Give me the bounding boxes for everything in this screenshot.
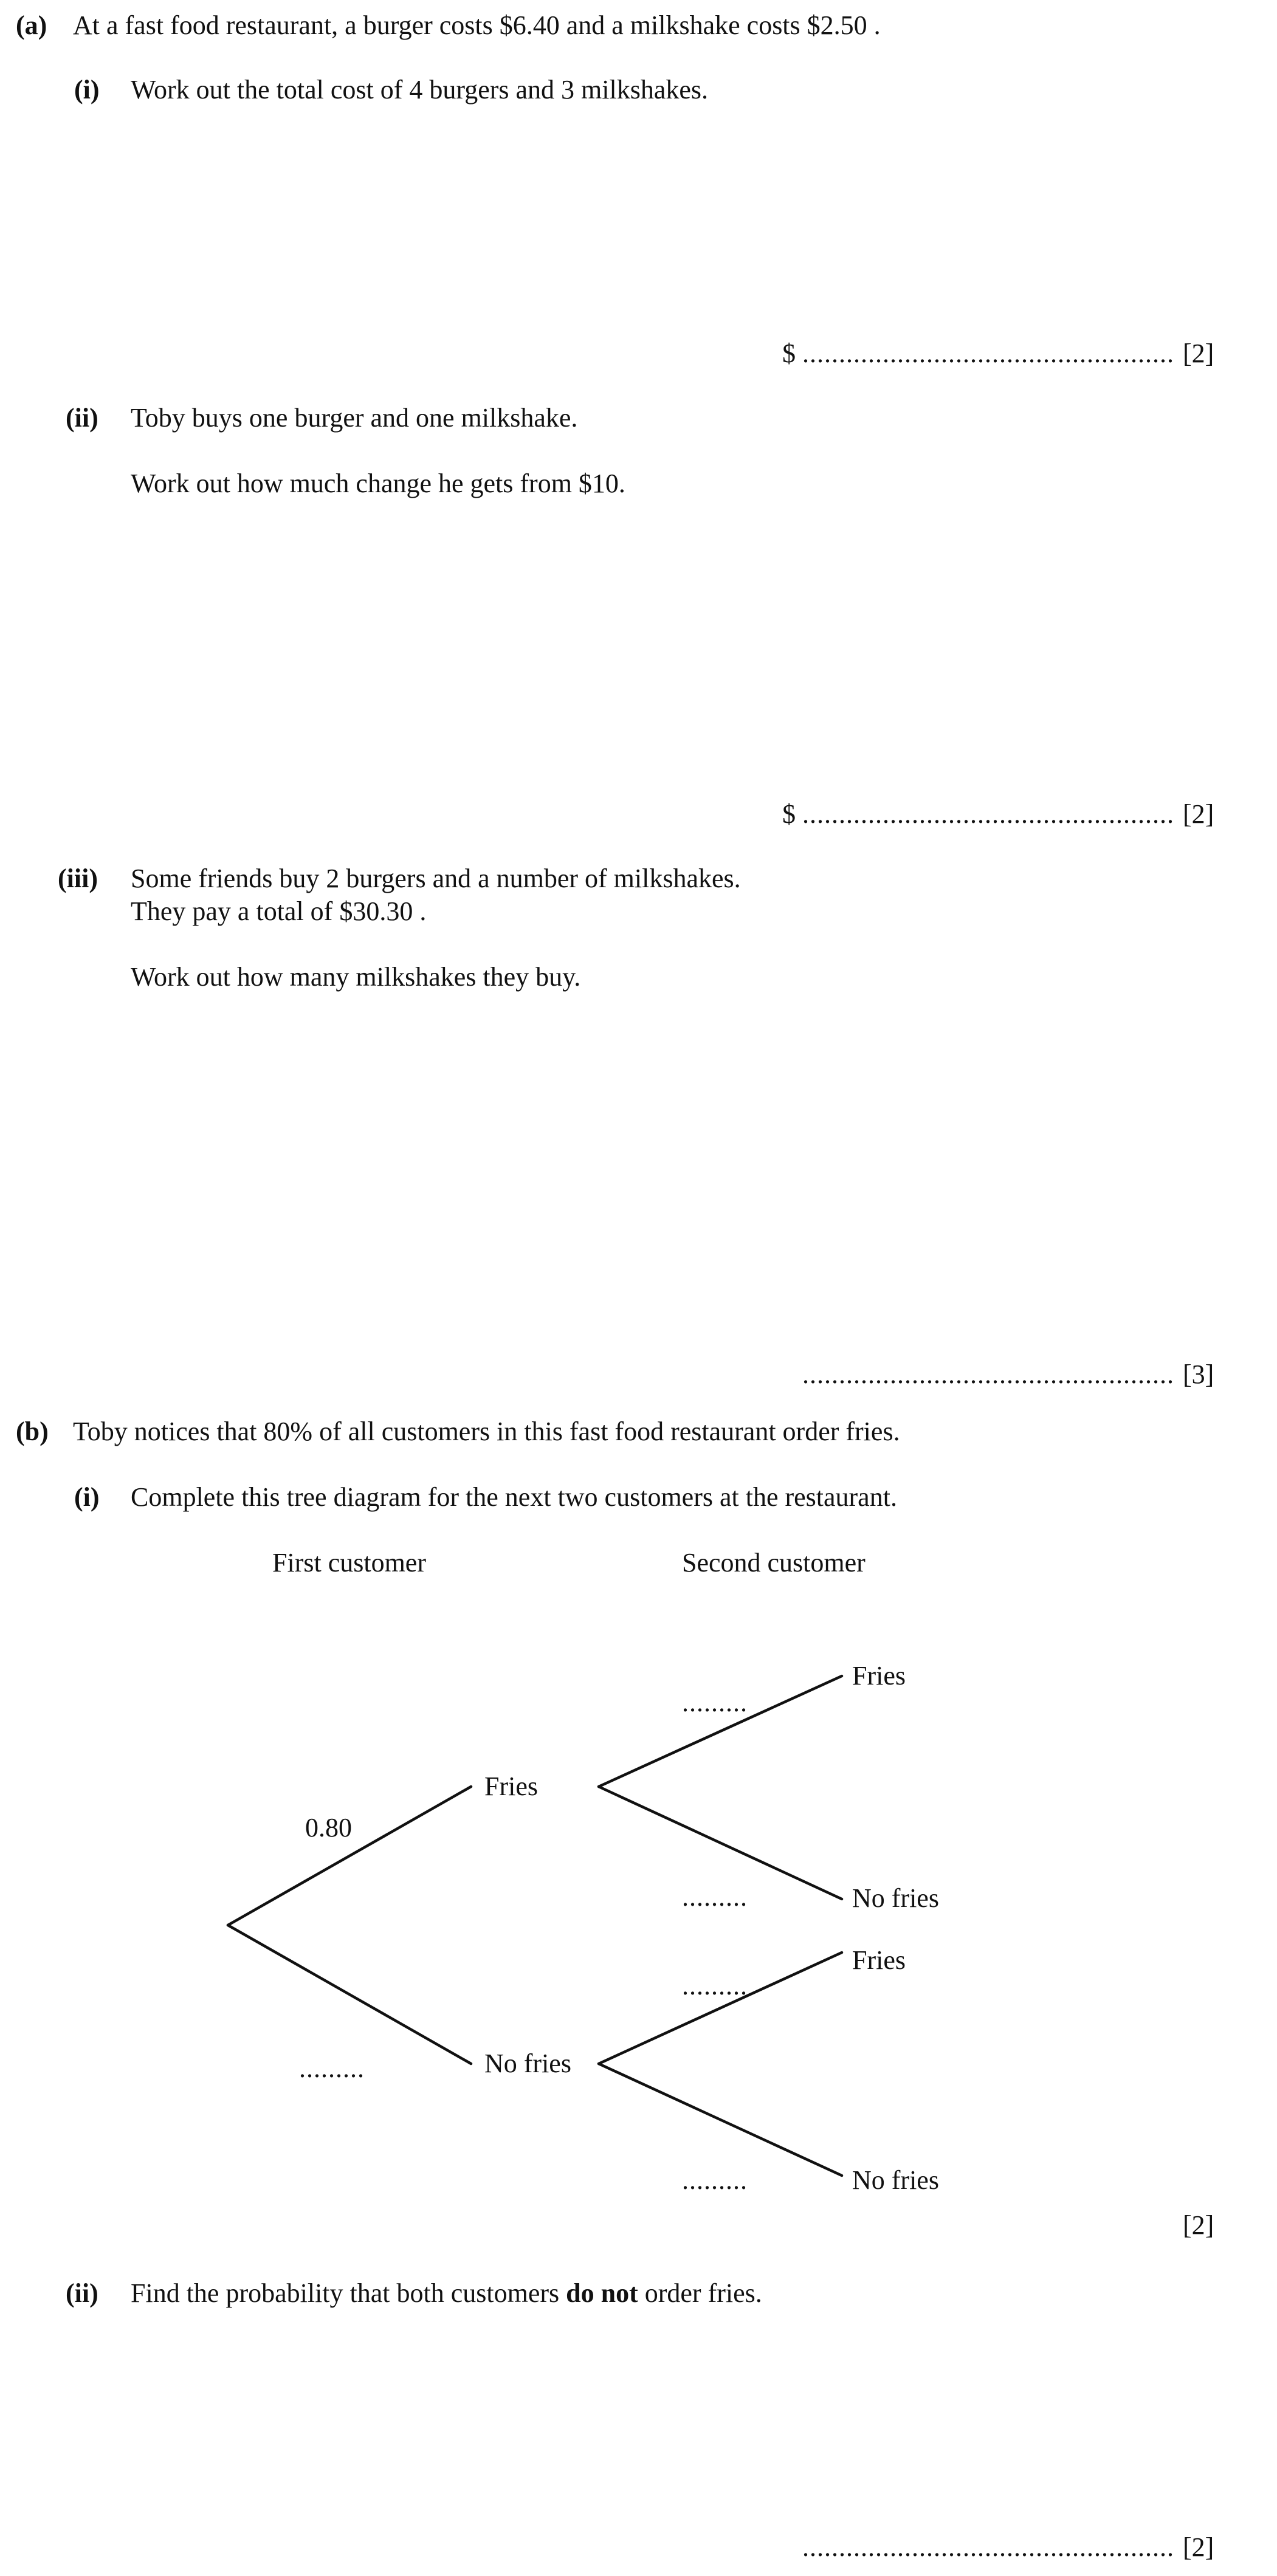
part-b-ii-marks: [2] bbox=[1183, 2532, 1214, 2562]
tree-outcome-nofries-nofries: No fries bbox=[852, 2165, 939, 2195]
part-a-iii-marks: [3] bbox=[1183, 1359, 1214, 1389]
tree-first-nofries-node: No fries bbox=[484, 2049, 571, 2078]
part-a-stem: At a fast food restaurant, a burger costs $6.40 and a milkshake costs $2.50 . bbox=[73, 10, 881, 40]
part-b-label: (b) bbox=[16, 1417, 49, 1446]
part-a-iii-label: (iii) bbox=[58, 864, 98, 893]
branch-nofries-nofries bbox=[599, 2064, 842, 2176]
tree-second-ff-prob[interactable]: ......... bbox=[682, 1688, 748, 1717]
part-a-ii-label: (ii) bbox=[66, 403, 98, 433]
part-a-i-text: Work out the total cost of 4 burgers and 3 milkshakes. bbox=[131, 75, 709, 105]
tree-first-fries-node: Fries bbox=[484, 1771, 538, 1801]
tree-second-fn-prob[interactable]: ......... bbox=[682, 1882, 748, 1912]
branch-nofries-fries bbox=[599, 1953, 842, 2064]
part-b-ii-label: (ii) bbox=[66, 2278, 98, 2308]
part-a-ii-currency: $ bbox=[782, 799, 796, 829]
part-a-ii-marks: [2] bbox=[1183, 799, 1214, 829]
tree-col-header-first: First customer bbox=[272, 1548, 426, 1578]
part-a-i-answer-line[interactable]: ................................................... bbox=[802, 338, 1174, 368]
part-b-ii-text-before: Find the probability that both customers bbox=[131, 2278, 566, 2308]
part-b-stem: Toby notices that 80% of all customers in this fast food restaurant order fries. bbox=[73, 1417, 900, 1446]
part-a-i-label: (i) bbox=[74, 75, 100, 105]
part-a-label: (a) bbox=[16, 10, 47, 40]
part-b-ii-answer-line[interactable]: ................................................... bbox=[802, 2532, 1174, 2562]
tree-col-header-second: Second customer bbox=[682, 1548, 866, 1578]
part-a-ii-text-2: Work out how much change he gets from $10. bbox=[131, 469, 625, 498]
tree-first-fries-prob: 0.80 bbox=[305, 1813, 352, 1843]
part-a-iii-text-1: Some friends buy 2 burgers and a number of milkshakes. bbox=[131, 864, 741, 893]
part-a-ii-text-1: Toby buys one burger and one milkshake. bbox=[131, 403, 578, 433]
branch-first-nofries bbox=[228, 1925, 471, 2064]
branch-first-fries bbox=[228, 1787, 471, 1925]
tree-second-nn-prob[interactable]: ......... bbox=[682, 2165, 748, 2195]
part-a-ii-answer-line[interactable]: ................................................... bbox=[802, 799, 1174, 829]
part-b-i-text: Complete this tree diagram for the next two customers at the restaurant. bbox=[131, 1482, 897, 1512]
tree-outcome-nofries-fries: Fries bbox=[852, 1945, 906, 1975]
part-b-i-label: (i) bbox=[74, 1482, 100, 1512]
part-b-i-marks: [2] bbox=[1183, 2210, 1214, 2240]
part-b-ii-text-bold: do not bbox=[566, 2278, 638, 2308]
tree-second-nf-prob[interactable]: ......... bbox=[682, 1971, 748, 2001]
part-a-i-marks: [2] bbox=[1183, 338, 1214, 368]
part-a-i-currency: $ bbox=[782, 338, 796, 368]
part-a-iii-text-3: Work out how many milkshakes they buy. bbox=[131, 962, 581, 992]
tree-outcome-fries-nofries: No fries bbox=[852, 1883, 939, 1913]
tree-outcome-fries-fries: Fries bbox=[852, 1661, 906, 1691]
part-a-iii-text-2: They pay a total of $30.30 . bbox=[131, 896, 427, 926]
tree-first-nofries-prob[interactable]: ......... bbox=[299, 2053, 365, 2083]
part-a-iii-answer-line[interactable]: ................................................... bbox=[802, 1359, 1174, 1389]
part-b-ii-text-after: order fries. bbox=[638, 2278, 762, 2308]
part-b-ii-text bbox=[131, 2280, 762, 2307]
